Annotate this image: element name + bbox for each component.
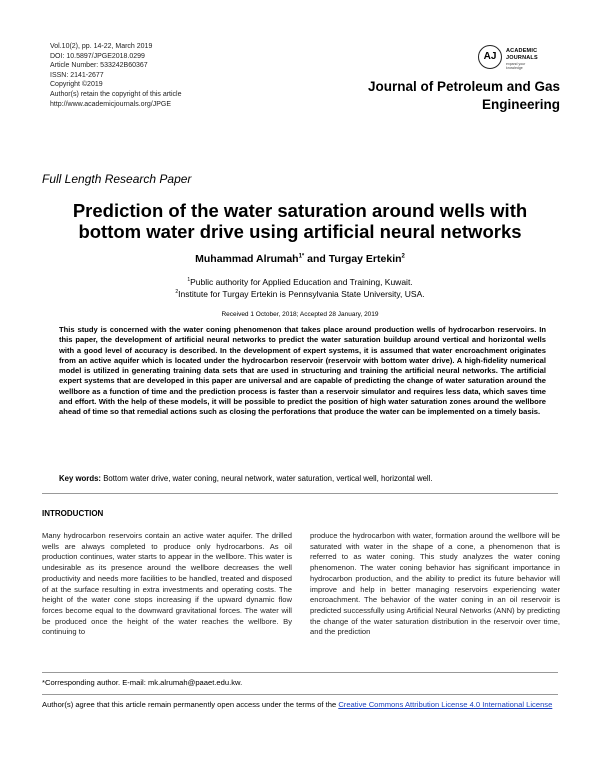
- author-2: Turgay Ertekin: [328, 253, 402, 265]
- license-divider: [42, 694, 558, 695]
- author-connector: and: [304, 253, 329, 265]
- affiliation-2-text: Institute for Turgay Ertekin is Pennsylvania State University, USA.: [178, 289, 425, 299]
- logo-line2: JOURNALS: [506, 54, 538, 61]
- affiliation-1-sup: 1: [187, 277, 191, 284]
- title-line1: Prediction of the water saturation around wells with: [72, 200, 528, 221]
- copyright-line: Copyright ©2019: [50, 81, 103, 89]
- keywords-label: Key words:: [59, 474, 102, 483]
- keywords-text: Bottom water drive, water coning, neural network, water saturation, vertical well, horizontal well.: [103, 474, 433, 483]
- footnote-divider: [42, 672, 558, 673]
- received-dates: Received 1 October, 2018; Accepted 28 January, 2019: [221, 311, 379, 318]
- paper-type: Full Length Research Paper: [42, 172, 192, 186]
- author-1: Muhammad Alrumah: [195, 253, 299, 265]
- logo-line1: ACADEMIC: [506, 48, 538, 54]
- rights-line: Author(s) retain the copyright of this article: [50, 90, 182, 98]
- intro-column-right: produce the hydrocarbon with water, formation around the wellbore will be saturated with water in the shape of a cone, a phenomenon that is referred to as water coning. This study analyzes the water coning phenomenon. The water coning behavior has significant importance in hydrocarbon production, and the ability to predict its future behavior will improve and help in better managing reservoirs experiencing water encroachment. The behavior of the water coning in an oil reservoir is predicted successfully using Artificial Neural Networks (ANN) by predicting the change of the water saturation distribution in the reservoir over time, and the prediction: [310, 531, 560, 637]
- keywords: [59, 474, 559, 483]
- affiliation-2-sup: 2: [175, 289, 179, 296]
- author-2-sup: 2: [401, 253, 405, 260]
- doi-line: DOI: 10.5897/JPGE2018.0299: [50, 52, 145, 60]
- issn-line: ISSN: 2141-2677: [50, 71, 104, 79]
- affiliation-1: [0, 277, 600, 287]
- article-metadata: [50, 42, 182, 109]
- logo-wordmark: [506, 48, 538, 61]
- abstract: This study is concerned with the water coning phenomenon that takes place around production wells of hydrocarbon reservoirs. In this paper, the development of artificial neural networks to predict the water saturation buildup around vertical and horizontal wells with a good level of accuracy is described. In the development of expert systems, it is assumed that water encroachment originates from an active aquifer which is located under the hydrocarbon reservoir (reservoir with bottom water drive). A high-fidelity numerical model is utilized in generating training data sets that are used in structuring and training the artificial neural networks. The artificial expert systems that are developed in this paper are universal and are capable of predicting the change of water saturation around the wellbore as a function of time and the prediction process is faster than a reservoir simulator and requires less data, which saves time and effort. With the help of these models, it will be possible to predict the position of high water saturation zones around the wellbore ahead of time so that remedial actions such as closing the perforations that produce the water can be implemented on a timely basis.: [59, 325, 546, 417]
- logo-tagline: expand your knowledge: [506, 62, 526, 70]
- article-number-line: Article Number: 533242B60367: [50, 62, 148, 70]
- license-text: Author(s) agree that this article remain permanently open access under the terms of the: [42, 700, 339, 709]
- journal-name-line1: Journal of Petroleum and Gas: [367, 79, 560, 94]
- affiliation-2: [0, 289, 600, 299]
- author-1-sup: 1*: [298, 253, 305, 260]
- section-divider-top: [42, 493, 558, 494]
- paper-title: [30, 200, 570, 242]
- academic-journals-logo: [478, 45, 542, 75]
- introduction-heading: INTRODUCTION: [42, 509, 104, 518]
- corresponding-author: *Corresponding author. E-mail: mk.alrumah@paaet.edu.kw.: [42, 678, 243, 687]
- license-notice: [42, 700, 562, 711]
- authors: [0, 253, 600, 265]
- intro-column-left: Many hydrocarbon reservoirs contain an active water aquifer. The drilled wells are always completed to produce only hydrocarbons. As oil production continues, water starts to appear in the wellbore. This water is undesirable as its presence around the wellbore decreases the well productivity and needs more facilities to be handled, treated and disposed of at the surface resulting in extra investments and operating costs. The height of the water cone stops increasing if the upward dynamic flow forces become equal to the downward gravitational forces. The water will be produced once the height of the water reaches the wellbore. By continuing to: [42, 531, 292, 637]
- title-line2: bottom water drive using artificial neural networks: [78, 221, 522, 242]
- journal-name: [310, 78, 560, 114]
- affiliation-1-text: Public authority for Applied Education and Training, Kuwait.: [190, 277, 413, 287]
- license-link[interactable]: Creative Commons Attribution License 4.0 International License: [338, 700, 553, 709]
- journal-name-line2: Engineering: [481, 97, 560, 112]
- aj-logo-icon: AJ: [478, 45, 502, 69]
- volume-line: Vol.10(2), pp. 14-22, March 2019: [50, 43, 153, 50]
- journal-url[interactable]: http://www.academicjournals.org/JPGE: [50, 100, 171, 108]
